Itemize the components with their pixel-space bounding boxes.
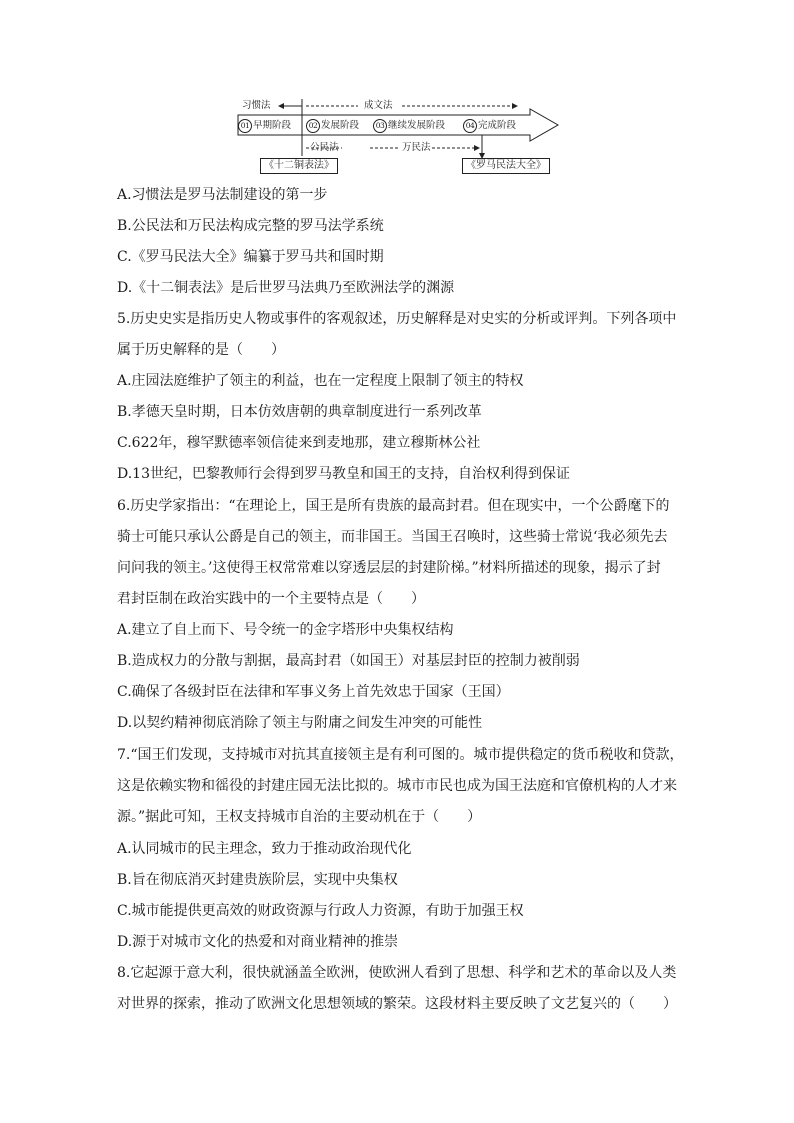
law-of-nations-label: 万民法 (402, 142, 431, 153)
q8-stem-line: 对世界的探索，推动了欧洲文化思想领域的繁荣。这段材料主要反映了文艺复兴的（ ） (117, 996, 677, 1012)
stage-label: 发展阶段 (321, 120, 360, 132)
civil-law-label: 公民法 (310, 142, 339, 153)
stage-label: 早期阶段 (253, 120, 292, 132)
q7-option-c: C.城市能提供更高效的财政资源与行政人力资源，有助于加强王权 (117, 903, 524, 919)
q6-option-c: C.确保了各级封臣在法律和军事义务上首先效忠于国家（王国） (117, 684, 510, 700)
customary-law-label: 习惯法 (242, 100, 271, 111)
q7-option-d: D.源于对城市文化的热爱和对商业精神的推崇 (117, 934, 399, 950)
stage-1 (238, 119, 291, 133)
stage-label: 继续发展阶段 (388, 120, 446, 132)
q6-stem-line: 君封臣制在政治实践中的一个主要特点是（ ） (117, 591, 425, 607)
stage-number-badge: 03 (373, 119, 387, 133)
q4-option-d: D.《十二铜表法》是后世罗马法典乃至欧洲法学的渊源 (117, 280, 455, 296)
stage-label: 完成阶段 (478, 120, 517, 132)
corpus-juris-box: 《罗马民法大全》 (462, 158, 550, 174)
written-law-label: 成文法 (364, 100, 393, 111)
q6-stem-line: 骑士可能只承认公爵是自己的领主，而非国王。当国王召唤时，这些骑士常说‘我必须先去 (117, 529, 668, 545)
stage-number-badge: 01 (238, 119, 252, 133)
q5-option-c: C.622年，穆罕默德率领信徒来到麦地那，建立穆斯林公社 (117, 435, 481, 451)
q5-option-d: D.13世纪，巴黎教师行会得到罗马教皇和国王的支持，自治权利得到保证 (117, 466, 570, 482)
q7-stem-line: 源。”据此可知，王权支持城市自治的主要动机在于（ ） (117, 809, 482, 825)
q6-option-d: D.以契约精神彻底消除了领主与附庸之间发生冲突的可能性 (117, 715, 483, 731)
stage-4 (463, 119, 516, 133)
q5-option-a: A.庄园法庭维护了领主的利益，也在一定程度上限制了领主的特权 (117, 373, 524, 389)
q6-stem-line: 6.历史学家指出：“在理论上，国王是所有贵族的最高封君。但在现实中，一个公爵麾下的 (117, 498, 670, 514)
q5-stem-line: 属于历史解释的是（ ） (117, 342, 285, 358)
twelve-tables-box: 《十二铜表法》 (260, 158, 338, 174)
q6-option-a: A.建立了自上而下、号令统一的金字塔形中央集权结构 (117, 622, 454, 638)
q7-option-b: B.旨在彻底消灭封建贵族阶层，实现中央集权 (117, 872, 398, 888)
q5-option-b: B.孝德天皇时期，日本仿效唐朝的典章制度进行一系列改革 (117, 404, 482, 420)
q6-option-b: B.造成权力的分散与割据，最高封君（如国王）对基层封臣的控制力被削弱 (117, 653, 580, 669)
stage-3 (373, 119, 445, 133)
q5-stem-line: 5.历史史实是指历史人物或事件的客观叙述，历史解释是对史实的分析或评判。下列各项中 (117, 311, 677, 327)
q4-option-c: C.《罗马民法大全》编纂于罗马共和国时期 (117, 249, 384, 265)
stage-number-badge: 02 (306, 119, 320, 133)
roman-law-diagram (230, 96, 566, 178)
q7-stem-line: 这是依赖实物和徭役的封建庄园无法比拟的。城市市民也成为国王法庭和官僚机构的人才来 (117, 778, 677, 794)
q4-option-a: A.习惯法是罗马法制建设的第一步 (117, 187, 328, 203)
stage-2 (306, 119, 359, 133)
q7-option-a: A.认同城市的民主理念，致力于推动政治现代化 (117, 841, 412, 857)
q4-option-b: B.公民法和万民法构成完整的罗马法学系统 (117, 218, 384, 234)
stage-number-badge: 04 (463, 119, 477, 133)
q8-stem-line: 8.它起源于意大利，很快就涵盖全欧洲，使欧洲人看到了思想、科学和艺术的革命以及人类 (117, 965, 677, 981)
q6-stem-line: 问问我的领主。’这使得王权常常难以穿透层层的封建阶梯。”材料所描述的现象，揭示了封 (117, 560, 661, 576)
q7-stem-line: 7.“国王们发现，支持城市对抗其直接领主是有利可图的。城市提供稳定的货币税收和贷款， (117, 747, 684, 763)
